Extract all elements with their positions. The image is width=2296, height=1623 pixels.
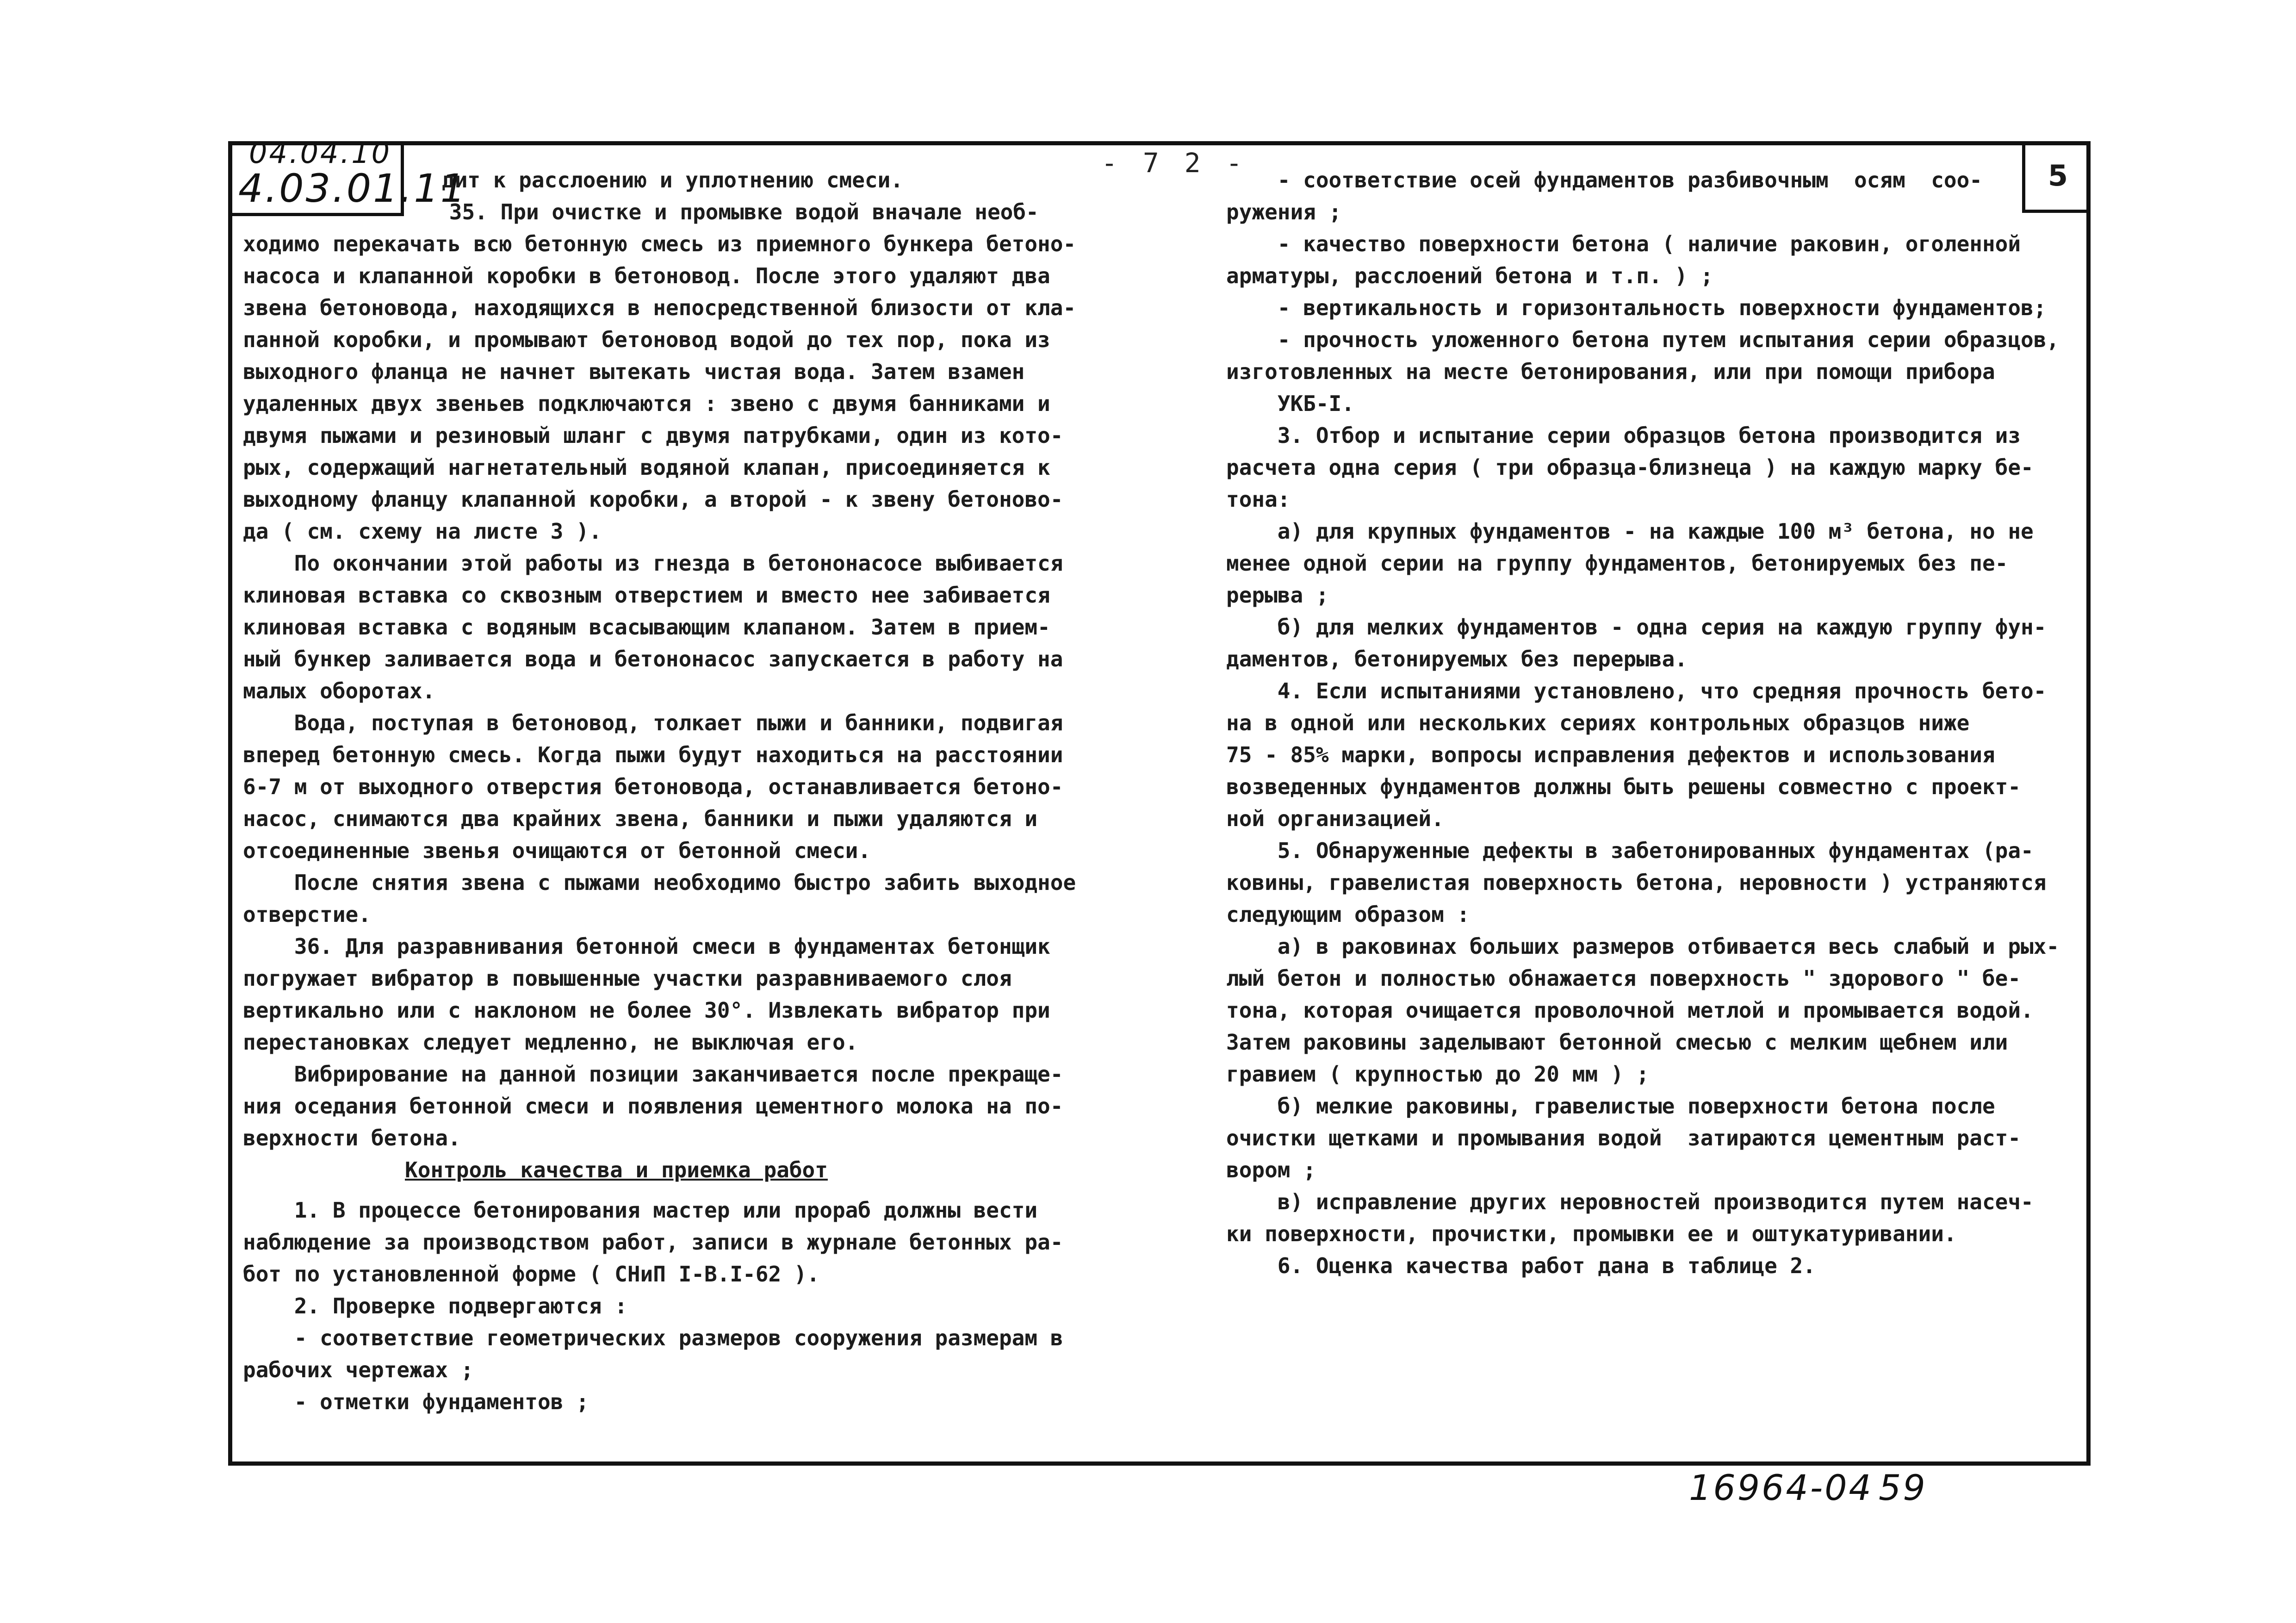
text-line: - вертикальность и горизонтальность поверхности фундаментов; xyxy=(1226,295,2047,320)
text-line: Вода, поступая в бетоновод, толкает пыжи и банники, подвигая xyxy=(243,710,1063,735)
text-line: рых, содержащий нагнетательный водяной клапан, присоединяется к xyxy=(243,455,1050,480)
footer-doc-number: 16964-04 xyxy=(1689,1467,1873,1508)
left-column xyxy=(243,164,1145,1418)
text-line: дит к расслоению и уплотнению смеси. xyxy=(442,168,903,193)
text-line: менее одной серии на группу фундаментов, бетонируемых без пе- xyxy=(1226,551,2008,576)
text-line: 75 - 85% марки, вопросы исправления дефектов и использования xyxy=(1226,742,1995,767)
right-column xyxy=(1226,164,2087,1282)
text-line: 1. В процессе бетонирования мастер или прораб должны вести xyxy=(243,1198,1038,1223)
text-line: ружения ; xyxy=(1226,199,1342,224)
text-line: очистки щетками и промывания водой затираются цементным раст- xyxy=(1226,1126,2021,1150)
text-line: бот по установленной форме ( СНиП I-В.I-62 ). xyxy=(243,1262,820,1287)
text-line: Затем раковины заделывают бетонной смесью с мелким щебнем или xyxy=(1226,1030,2008,1055)
text-line: тона: xyxy=(1226,487,1291,512)
text-line: 35. При очистке и промывке водой вначале необ- xyxy=(398,199,1039,224)
text-line: возведенных фундаментов должны быть решены совместно с проект- xyxy=(1226,774,2021,799)
spacer xyxy=(243,1186,1145,1194)
text-line: насос, снимаются два крайних звена, банники и пыжи удаляются и xyxy=(243,806,1038,831)
text-line: 5. Обнаруженные дефекты в забетонированных фундаментах (ра- xyxy=(1226,838,2034,863)
text-line: По окончании этой работы из гнезда в бетононасосе выбивается xyxy=(243,551,1063,576)
text-line: - соответствие геометрических размеров сооружения размерам в xyxy=(243,1325,1063,1350)
text-line: б) мелкие раковины, гравелистые поверхности бетона после xyxy=(1226,1094,1995,1119)
text-line: насоса и клапанной коробки в бетоновод. После этого удаляют два xyxy=(243,263,1050,288)
text-line: двумя пыжами и резиновый шланг с двумя патрубками, один из кото- xyxy=(243,423,1063,448)
section-heading: Контроль качества и приемка работ xyxy=(405,1157,828,1182)
text-line: выходному фланцу клапанной коробки, а второй - к звену бетоново- xyxy=(243,487,1063,512)
text-line: да ( см. схему на листе 3 ). xyxy=(243,519,602,544)
text-line: лый бетон и полностью обнажается поверхность " здорового " бе- xyxy=(1226,966,2021,991)
text-line: - соответствие осей фундаментов разбивочным осям соо- xyxy=(1226,168,1982,193)
text-line: тона, которая очищается проволочной метлой и промывается водой. xyxy=(1226,998,2034,1023)
text-line: на в одной или нескольких сериях контрольных образцов ниже xyxy=(1226,710,1970,735)
text-line: вором ; xyxy=(1226,1157,1316,1182)
text-line: вертикально или с наклоном не более 30°. Извлекать вибратор при xyxy=(243,998,1050,1023)
text-line: Вибрирование на данной позиции заканчивается после прекраще- xyxy=(243,1062,1063,1087)
text-line: ный бункер заливается вода и бетононасос запускается в работу на xyxy=(243,647,1063,672)
text-line: наблюдение за производством работ, записи в журнале бетонных ра- xyxy=(243,1230,1063,1255)
text-line: малых оборотах. xyxy=(243,678,435,703)
text-line: отверстие. xyxy=(243,902,371,927)
text-line: - качество поверхности бетона ( наличие раковин, оголенной xyxy=(1226,231,2021,256)
text-line: клиновая вставка со сквозным отверстием и вместо нее забивается xyxy=(243,583,1050,608)
text-line: перестановках следует медленно, не выключая его. xyxy=(243,1030,858,1055)
text-line: следующим образом : xyxy=(1226,902,1470,927)
text-line: рабочих чертежах ; xyxy=(243,1357,474,1382)
text-line: в) исправление других неровностей производится путем насеч- xyxy=(1226,1189,2034,1214)
text-line: а) для крупных фундаментов - на каждые 100 м³ бетона, но не xyxy=(1226,519,2034,544)
page-number: - 7 2 - xyxy=(1101,147,1247,179)
text-line: 2. Проверке подвергаются : xyxy=(243,1293,627,1318)
text-line: б) для мелких фундаментов - одна серия на каждую группу фун- xyxy=(1226,615,2047,640)
text-line: а) в раковинах больших размеров отбивается весь слабый и рых- xyxy=(1226,934,2060,959)
text-line: панной коробки, и промывают бетоновод водой до тех пор, пока из xyxy=(243,327,1050,352)
text-line: 36. Для разравнивания бетонной смеси в фундаментах бетонщик xyxy=(243,934,1050,959)
text-line: отсоединенные звенья очищаются от бетонной смеси. xyxy=(243,838,871,863)
text-line: выходного фланца не начнет вытекать чистая вода. Затем взамен xyxy=(243,359,1025,384)
text-line: удаленных двух звеньев подключаются : звено с двумя банниками и xyxy=(243,391,1050,416)
text-line: рерыва ; xyxy=(1226,583,1329,608)
text-line: ной организацией. xyxy=(1226,806,1444,831)
text-line: даментов, бетонируемых без перерыва. xyxy=(1226,647,1688,672)
text-line: ния оседания бетонной смеси и появления цементного молока на по- xyxy=(243,1094,1063,1119)
text-line: После снятия звена с пыжами необходимо быстро забить выходное xyxy=(243,870,1076,895)
text-line: 4. Если испытаниями установлено, что средняя прочность бето- xyxy=(1226,678,2047,703)
text-line: ковины, гравелистая поверхность бетона, неровности ) устраняются xyxy=(1226,870,2047,895)
footer-page-number: 59 xyxy=(1879,1467,1927,1508)
stamp-date: 04.04.10 xyxy=(249,136,392,170)
text-line: - отметки фундаментов ; xyxy=(243,1389,589,1414)
text-line: ки поверхности, прочистки, промывки ее и оштукатуривании. xyxy=(1226,1221,1957,1246)
text-line: изготовленных на месте бетонирования, или при помощи прибора xyxy=(1226,359,1995,384)
text-line: вперед бетонную смесь. Когда пыжи будут находиться на расстоянии xyxy=(243,742,1063,767)
sheet-number: 5 xyxy=(2022,141,2091,213)
stamp-code: 4.03.01.11 xyxy=(238,166,467,211)
text-line: арматуры, расслоений бетона и т.п. ) ; xyxy=(1226,263,1713,288)
text-line: погружает вибратор в повышенные участки разравниваемого слоя xyxy=(243,966,1012,991)
text-line: звена бетоновода, находящихся в непосредственной близости от кла- xyxy=(243,295,1076,320)
text-line: гравием ( крупностью до 20 мм ) ; xyxy=(1226,1062,1649,1087)
text-line: клиновая вставка с водяным всасывающим клапаном. Затем в прием- xyxy=(243,615,1050,640)
text-line: расчета одна серия ( три образца-близнеца ) на каждую марку бе- xyxy=(1226,455,2034,480)
text-line: ходимо перекачать всю бетонную смесь из приемного бункера бетоно- xyxy=(243,231,1076,256)
text-line: 6. Оценка качества работ дана в таблице 2. xyxy=(1226,1253,1816,1278)
text-line: 3. Отбор и испытание серии образцов бетона производится из xyxy=(1226,423,2021,448)
text-line: 6-7 м от выходного отверстия бетоновода, останавливается бетоно- xyxy=(243,774,1063,799)
text-line: - прочность уложенного бетона путем испытания серии образцов, xyxy=(1226,327,2060,352)
text-line: верхности бетона. xyxy=(243,1126,461,1150)
text-line: УКБ-I. xyxy=(1226,391,1354,416)
